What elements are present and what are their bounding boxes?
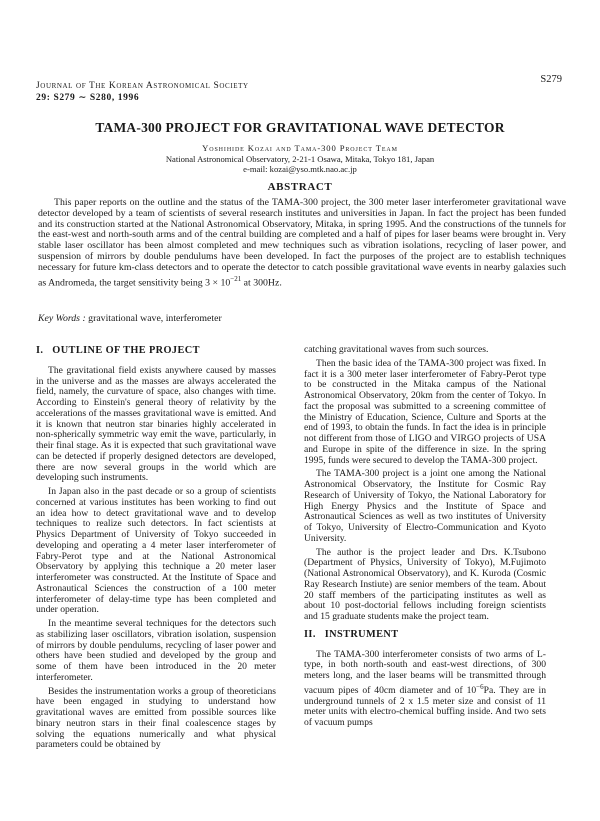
paragraph [304,650,546,729]
paragraph: In the meantime several techniques for the detectors such as stabilizing laser oscillators, vibration isolation, suspension of mirrors by double pendulums, recycling of laser power and others have been studied and developed by the group and some of them have been introduced in the 20 meter interferometer. [36,618,276,683]
paragraph: The author is the project leader and Drs. K.Tsubono (Department of Physics, University of Tokyo), M.Fujimoto (National Astronomical Observatory), and K. Kuroda (Cosmic Ray Research Instiute) are senior members of the team. About 20 staff members of the participating institutes as well as about 10 post-doctorial fellows including foreign scientists and 15 graduate students make the project team. [304,546,546,622]
keywords-value: gravitational wave, interferometer [85,313,222,324]
right-column [304,345,546,732]
abstract-heading: ABSTRACT [267,181,333,193]
journal-name: Journal of The Korean Astronomical Society [36,81,249,91]
abstract-body: This paper reports on the outline and the status of the TAMA-300 project, the 300 meter laser interferometer gravitational wave detector developed by a team of scientists of several research institutes and universities in Japan. In fact the project has been funded and its construction started at the National Astronomical Observatory, Mitaka, in spring 1995. And the constructions of the tunnels for the east-west and north-south arms and of the central building are completed and a half of pipes for laser beams were brought in. Very stable laser oscillator has been almost completed and mew techniques such as vibration isolations, recycling of laser power, and suspension of mirrors by double pendulums have been developed. In fact the purposes of the project are to establish techniques necessary for future km-class detectors and to operate the detector to catch possible gravitational wave events in nearby galaxies such as Andromeda, the target sensitivity being 3 × 10 [38,197,566,288]
instrument-exponent: −6 [476,682,484,691]
keywords [38,313,222,324]
abstract-end: at 300Hz. [241,276,282,288]
paper-title: TAMA-300 PROJECT FOR GRAVITATIONAL WAVE DETECTOR [95,120,505,135]
instrument-text: The TAMA-300 interferometer consists of two arms of L-type, in both north-south and east-west directions, of 300 meters long, and the laser beams will be transmitted through vacuum pipes of 40cm diameter and of 10 [304,648,546,696]
abstract-text [38,198,566,289]
author-line: Yoshihide Kozai and Tama-300 Project Team [202,143,398,153]
paragraph: Then the basic idea of the TAMA-300 project was fixed. In fact it is a 300 meter laser interferometer of Fabry-Perot type to be constructed in the Mitaka campus of the National Astronomical Observatory, 20km from the center of Tokyo. In fact the proposal was submitted to a screening committee of the Ministry of Education, Science, Culture and Sports at the end of 1993, to obtain the funds. In fact the idea is in principle not different from those of LIGO and VIRGO projects of USA and Europe in spite of the difference in size. In the spring 1995, funds were secured to develop the TAMA-300 project. [304,357,546,466]
left-column [36,346,276,754]
paragraph-continued: catching gravitational waves from such sources. [304,344,489,355]
journal-header [36,80,249,104]
instrument-text-end: Pa. They are in underground tunnels of 2 x 1.5 meter size and consist of 11 meter units with electro-chemical buffing inside. And two sets of vacuum pumps [304,684,547,729]
affiliation: National Astronomical Observatory, 2-21-1 Osawa, Mitaka, Tokyo 181, Japan [165,154,435,164]
paragraph: In Japan also in the past decade or so a group of scientists concerned at various institutes has been working to find out an idea how to detect gravitational wave and to develop techniques to realize such detectors. In fact scientists at Physics Department of University of Tokyo succeeded in developing and operating a 4 meter laser interferometer of Fabry-Perot type and at the National Astronomical Observatory by applying this technique a 20 meter laser interferometer was constructed. At the Institute of Space and Astronautical Sciences the construction of a 100 meter interferometer of delay-time type has been completed and under operation. [36,486,276,616]
page-number: S279 [540,74,562,85]
keywords-label: Key Words : [38,313,86,324]
paragraph: Besides the instrumentation works a group of theoreticians have been engaged in studying to understand how gravitational waves are emitted from possible sources like binary neutron stars in their final coalescence stages by solving the equations numerically and what physical parameters could be obtained by [36,685,276,751]
paragraph: The gravitational field exists anywhere caused by masses in the universe and as the masses are always accelerated the field, namely, the curvature of space, also changes with time. According to Einstein's general theory of relativity by the accelerations of the masses gravitational wave is emitted. And it is known that neutron star binaries highly accelerated in non-spherically symmetric way emit the wave, particularly, in their final stage. As it is expected that such gravitational wave can be detected if properly designed detectors are developed, there are now several groups in the world which are developing such instruments. [36,364,276,484]
paragraph: The TAMA-300 project is a joint one among the National Astronomical Observatory, the Institute for Cosmic Ray Research of University of Tokyo, the National Laboratory for High Energy Physics and the Institute of Space and Astronautical Sciences as well as two institutes of University of Tokyo, University of Electro-Communication and Kyoto University. [304,468,546,544]
section-heading-instrument: II. INSTRUMENT [304,628,399,640]
abstract-exponent: −21 [230,274,242,283]
journal-issue: 29: S279 ∼ S280, 1996 [36,93,140,103]
section-heading-outline: I. OUTLINE OF THE PROJECT [36,345,200,356]
email-address: e-mail: kozai@yso.mtk.nao.ac.jp [243,164,357,174]
